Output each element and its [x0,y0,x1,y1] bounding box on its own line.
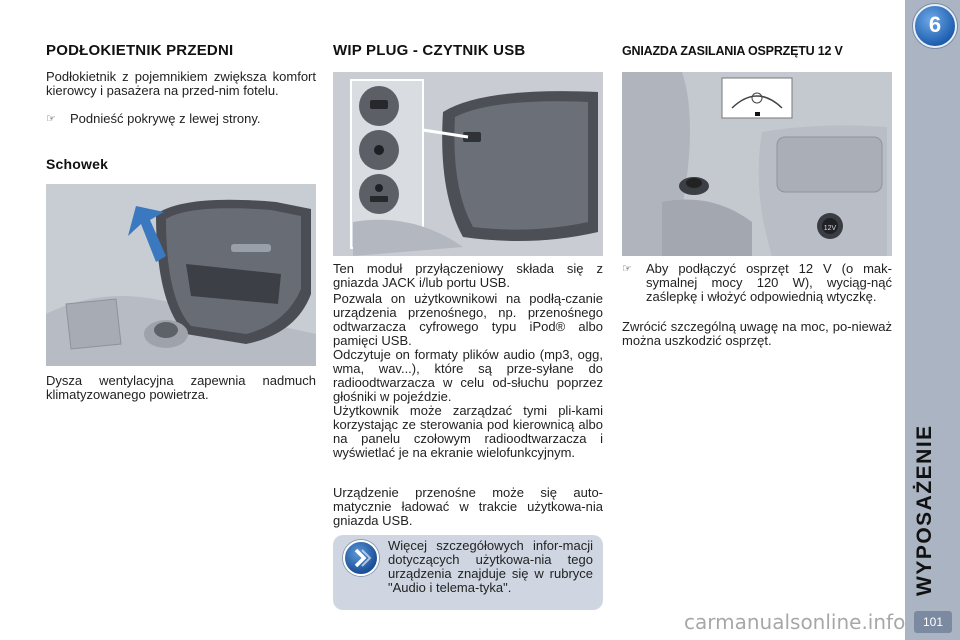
watermark: carmanualsonline.info [684,610,906,634]
armrest-heading: PODŁOKIETNIK PRZEDNI [46,42,234,59]
chapter-sidebar [905,0,960,640]
power-socket-note: Zwrócić szczególną uwagę na moc, po-nieważ można uszkodzić osprzęt. [622,319,892,348]
socket-label: 12V [823,225,837,232]
armrest-bullet [46,112,316,126]
power-socket-illustration [622,72,892,256]
info-box [333,535,603,610]
power-socket-bullet [622,262,892,304]
chapter-badge [913,4,957,48]
chevron-info-icon [343,540,379,576]
usb-illustration [333,72,603,256]
glovebox-heading: Schowek [46,156,109,172]
chapter-title: WYPOSAŻENIE [913,424,936,596]
usb-paragraph-2: Pozwala on użytkownikowi na podłą-czanie urządzenia przenośnego, np. przenośnego odtwarzacza cyfrowego typu iPod® albo pamięci USB. [333,291,603,348]
usb-heading: WIP PLUG - CZYTNIK USB [333,42,526,59]
usb-paragraph-4: Użytkownik może zarządzać tymi pli-kami korzystając ze sterowania pod kierownicą albo na panelu czołowym radioodtwarzacza i wyświetlać je na ekranie wielofunkcyjnym. [333,403,603,460]
power-socket-heading: GNIAZDA ZASILANIA OSPRZĘTU 12 V [622,44,843,58]
usb-paragraph-5: Urządzenie przenośne może się auto-matycznie ładować w trakcie użytkowa-nia gniazda USB. [333,485,603,528]
pointing-hand-icon: ☞ [46,113,56,125]
power-socket-bullet-text: Aby podłączyć osprzęt 12 V (o mak-symalnej mocy 120 W), wyciąg-nąć zaślepkę i włożyć odpowiednią wtyczkę. [646,261,892,304]
armrest-bullet-text: Podnieść pokrywę z lewej strony. [70,111,261,126]
usb-paragraph-1: Ten moduł przyłączeniowy składa się z gniazda JACK i/lub portu USB. [333,261,603,290]
chapter-number: 6 [928,12,942,37]
info-text: Więcej szczegółowych infor-macji dotyczących użytkowa-nia tego urządzenia znajduje się w rubryce "Audio i telema-tyka". [388,538,593,595]
pointing-hand-icon: ☞ [622,263,632,275]
glovebox-caption: Dysza wentylacyjna zapewnia nadmuch klimatyzowanego powietrza. [46,373,316,402]
page-number: 101 [914,611,952,633]
armrest-intro: Podłokietnik z pojemnikiem zwiększa komfort kierowcy i pasażera na przed-nim fotelu. [46,69,316,98]
usb-paragraph-3: Odczytuje on formaty plików audio (mp3, ogg, wma, wav...), które są prze-syłane do radioodtwarzacza w celu od-słuchu poprzez głośniki w pojeździe. [333,347,603,404]
armrest-illustration [46,184,316,366]
